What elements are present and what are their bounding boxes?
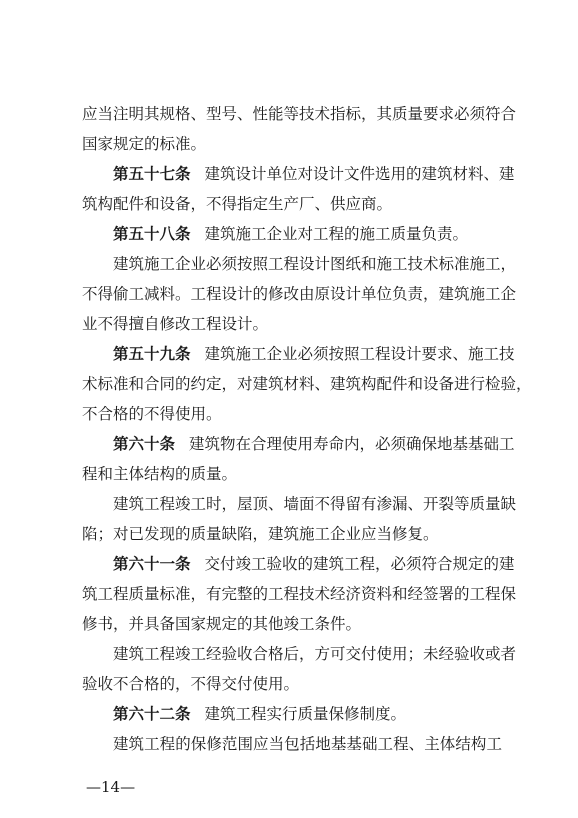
line-text: 应当注明其规格、型号、性能等技术指标，其质量要求必须符合 [82,105,517,123]
article-number: 第五十七条 [113,165,191,183]
text-line [82,279,517,309]
article-number: 第六十二条 [113,705,191,723]
article-number: 第六十一条 [113,555,191,573]
text-line [82,309,502,339]
line-text: 筑构配件和设备，不得指定生产厂、供应商。 [82,195,393,213]
article-number: 第六十条 [113,435,176,453]
line-text: 建筑工程的保修范围应当包括地基基础工程、主体结构工 [113,735,502,753]
text-line [82,579,517,609]
article-59-heading-line [113,339,515,369]
line-text: 术标准和合同的约定，对建筑材料、建筑构配件和设备进行检验， [82,375,532,393]
line-text: 国家规定的标准。 [82,135,207,153]
text-line [82,189,502,219]
text-line [82,129,502,159]
line-text: 不合格的不得使用。 [82,405,222,423]
text-line [113,249,517,279]
line-text: 修书，并具备国家规定的其他竣工条件。 [82,615,362,633]
text-line [82,399,502,429]
text-line [113,639,517,669]
article-58-heading-line [113,219,502,249]
line-text: 建筑物在合理使用寿命内，必须确保地基基础工 [189,435,515,453]
article-62-heading-line [113,699,502,729]
line-text: 筑工程质量标准，有完整的工程技术经济资料和经签署的工程保 [82,585,517,603]
page-number: —14— [86,778,136,796]
line-text: 程和主体结构的质量。 [82,465,238,483]
line-text: 建筑工程实行质量保修制度。 [204,705,407,723]
text-line [82,669,502,699]
line-text: 业不得擅自修改工程设计。 [82,315,269,333]
line-text: 建筑施工企业对工程的施工质量负责。 [204,225,469,243]
line-text: 交付竣工验收的建筑工程，必须符合规定的建 [204,555,515,573]
line-text: 建筑施工企业必须按照工程设计图纸和施工技术标准施工， [113,255,517,273]
article-57-heading-line [113,159,515,189]
text-line [82,609,502,639]
line-text: 不得偷工减料。工程设计的修改由原设计单位负责，建筑施工企 [82,285,517,303]
text-line [82,459,502,489]
article-number: 第五十八条 [113,225,191,243]
text-line [82,369,532,399]
line-text: 验收不合格的，不得交付使用。 [82,675,300,693]
text-line [82,519,502,549]
line-text: 建筑工程竣工时，屋顶、墙面不得留有渗漏、开裂等质量缺 [113,495,517,513]
line-text: 陷；对已发现的质量缺陷，建筑施工企业应当修复。 [82,525,439,543]
article-60-heading-line [113,429,515,459]
text-line [113,729,502,759]
article-61-heading-line [113,549,515,579]
text-line [82,99,517,129]
line-text: 建筑工程竣工经验收合格后，方可交付使用；未经验收或者 [113,645,517,663]
line-text: 建筑施工企业必须按照工程设计要求、施工技 [204,345,515,363]
article-number: 第五十九条 [113,345,191,363]
line-text: 建筑设计单位对设计文件选用的建筑材料、建 [204,165,515,183]
text-line [113,489,517,519]
